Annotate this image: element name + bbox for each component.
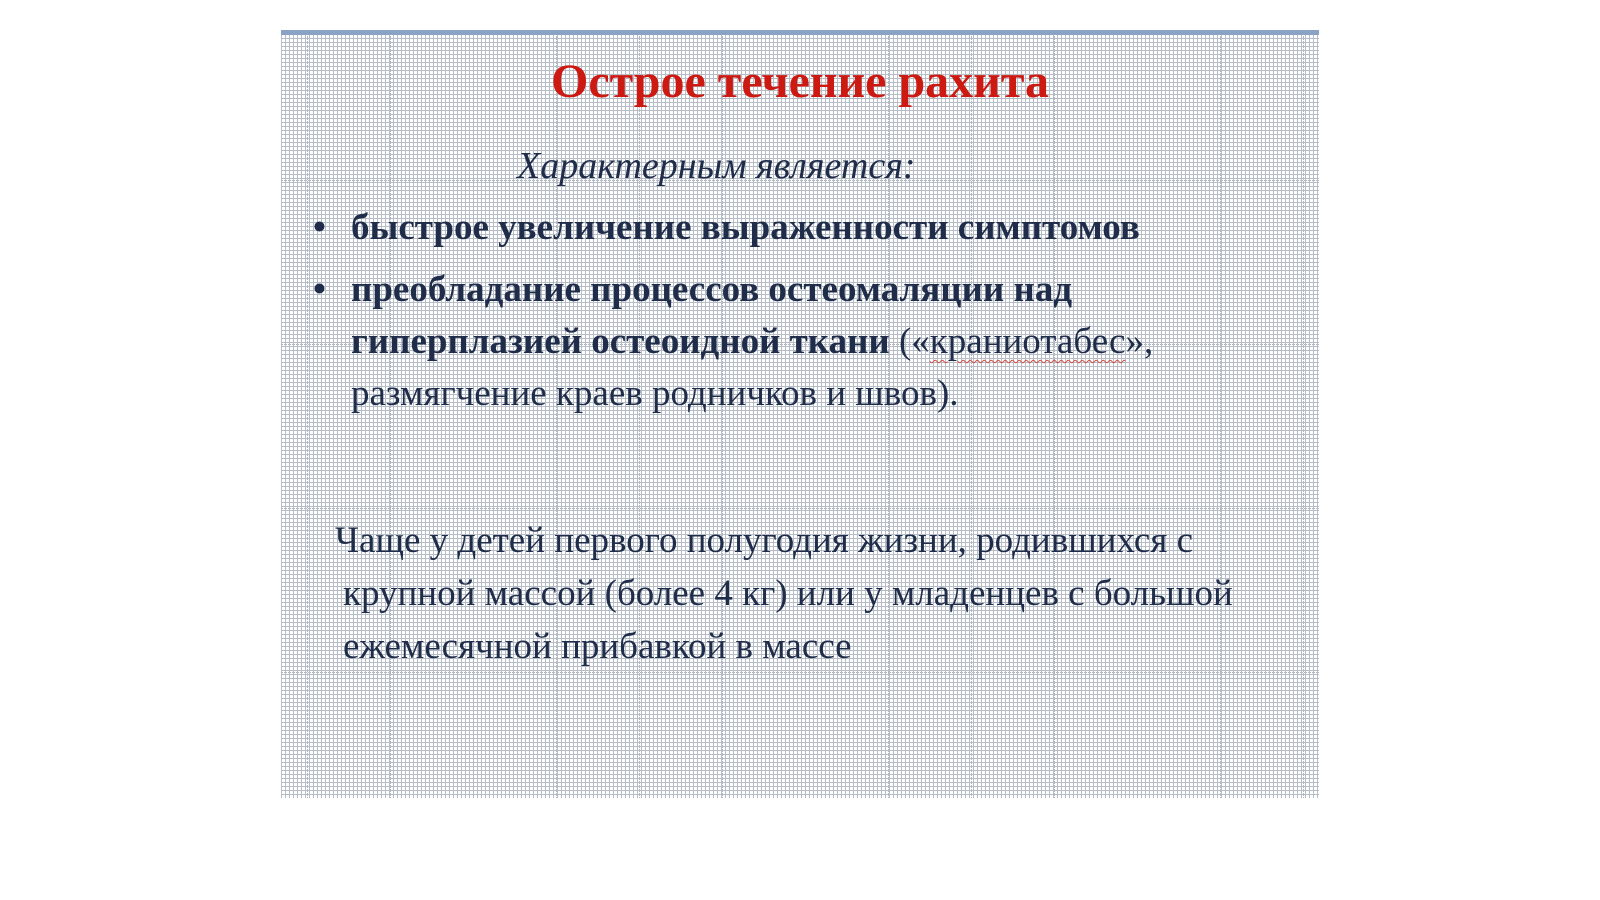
bullet-text: преобладание процессов остеомаляции над гиперплазией остеоидной ткани [351,269,1073,362]
top-rule [281,30,1319,35]
bullet-item [305,202,1305,254]
bullet-icon: • [313,207,326,248]
bullet-icon: • [313,269,326,310]
bullet-list [305,202,1305,430]
bullet-detail-prefix: (« [898,321,930,362]
slide-note: Чаще у детей первого полугодия жизни, родившихся с крупной массой (более 4 кг) или у младенцев с большой ежемесячной прибавкой в массе [335,520,1233,667]
bullet-detail-term: краниотабес [929,321,1126,362]
bullet-detail-suffix: », размягчение краев родничков и швов). [351,321,1154,414]
slide [281,30,1319,798]
grid-line [281,754,1319,755]
grid-line [281,508,1319,509]
slide-subtitle: Характерным является: [517,145,916,187]
bullet-text: быстрое увеличение выраженности симптомов [351,207,1140,248]
bullet-item [305,264,1305,420]
slide-title: Острое течение рахита [551,55,1049,108]
